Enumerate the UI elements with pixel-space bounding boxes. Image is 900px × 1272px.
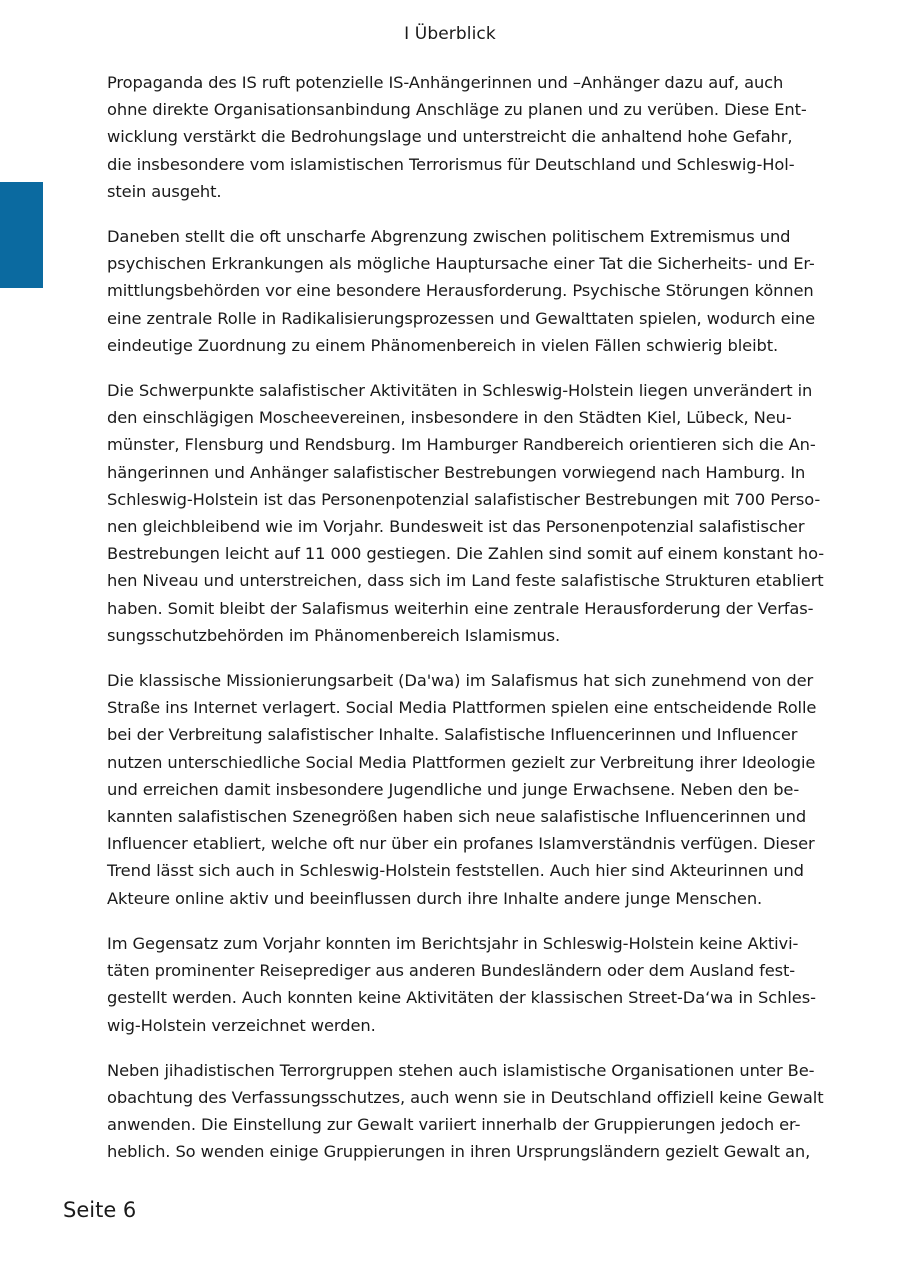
chapter-marker-tab <box>0 182 43 288</box>
paragraph: Daneben stellt die oft unscharfe Abgrenzung zwischen politischem Extremismus und psychischen Erkrankungen als mögliche Hauptursache einer Tat die Sicherheits- und Er- mittlungsbehörden vor eine besondere Herausforderung. Psychische Störungen können eine zentrale Rolle in Radikalisierungsprozessen und Gewalttaten spielen, wodurch eine eindeutige Zuordnung zu einem Phänomenbereich in vielen Fällen schwierig bleibt. <box>107 227 816 355</box>
page-number: Seite 6 <box>63 1198 137 1222</box>
paragraph: Im Gegensatz zum Vorjahr konnten im Berichtsjahr in Schleswig-Holstein keine Aktivi- täten prominenter Reiseprediger aus anderen Bundesländern oder dem Ausland fest- gestellt werden. Auch konnten keine Aktivitäten der klassischen Street-Da‘wa in Schles- wig-Holstein verzeichnet werden. <box>107 933 816 1035</box>
paragraph: Die klassische Missionierungsarbeit (Da'wa) im Salafismus hat sich zunehmend von der Straße ins Internet verlagert. Social Media Plattformen spielen eine entscheidende Rolle bei der Verbreitung salafistischer Inhalte. Salafistische Influencerinnen und Influencer nutzen unterschiedliche Social Media Plattformen gezielt zur Verbreitung ihrer Ideologie und erreichen damit insbesondere Jugendliche und junge Erwachsene. Neben den be- kannten salafistischen Szenegrößen haben sich neue salafistische Influencerinnen und Influencer etabliert, welche oft nur über ein profanes Islamverständnis verfügen. Dieser Trend lässt sich auch in Schleswig-Holstein feststellen. Auch hier sind Akteurinnen und Akteure online aktiv und beeinflussen durch ihre Inhalte andere junge Menschen. <box>107 671 817 908</box>
paragraph: Propaganda des IS ruft potenzielle IS-Anhängerinnen und –Anhänger dazu auf, auch ohne direkte Organisationsanbindung Anschläge zu planen und zu verüben. Diese Ent- wicklung verstärkt die Bedrohungslage und unterstreicht die anhaltend hohe Gefahr, die insbesondere vom islamistischen Terrorismus für Deutschland und Schleswig-Hol- stein ausgeht. <box>107 73 807 201</box>
body-text <box>107 69 835 1184</box>
chapter-title: I Überblick <box>404 24 496 44</box>
paragraph: Neben jihadistischen Terrorgruppen stehen auch islamistische Organisationen unter Be- obachtung des Verfassungsschutzes, auch wenn sie in Deutschland offiziell keine Gewalt anwenden. Die Einstellung zur Gewalt variiert innerhalb der Gruppierungen jedoch er- heblich. So wenden einige Gruppierungen in ihren Ursprungsländern gezielt Gewalt an, <box>107 1060 824 1162</box>
paragraph: Die Schwerpunkte salafistischer Aktivitäten in Schleswig-Holstein liegen unverändert in den einschlägigen Moscheevereinen, insbesondere in den Städten Kiel, Lübeck, Neu- münster, Flensburg und Rendsburg. Im Hamburger Randbereich orientieren sich die An- hängerinnen und Anhänger salafistischer Bestrebungen vorwiegend nach Hamburg. In Schleswig-Holstein ist das Personenpotenzial salafistischer Bestrebungen mit 700 Perso- nen gleichbleibend wie im Vorjahr. Bundesweit ist das Personenpotenzial salafistischer Bestrebungen leicht auf 11 000 gestiegen. Die Zahlen sind somit auf einem konstant ho- hen Niveau und unterstreichen, dass sich im Land feste salafistische Strukturen etabliert haben. Somit bleibt der Salafismus weiterhin eine zentrale Herausforderung der Verfas- sungsschutzbehörden im Phänomenbereich Islamismus. <box>107 381 825 645</box>
